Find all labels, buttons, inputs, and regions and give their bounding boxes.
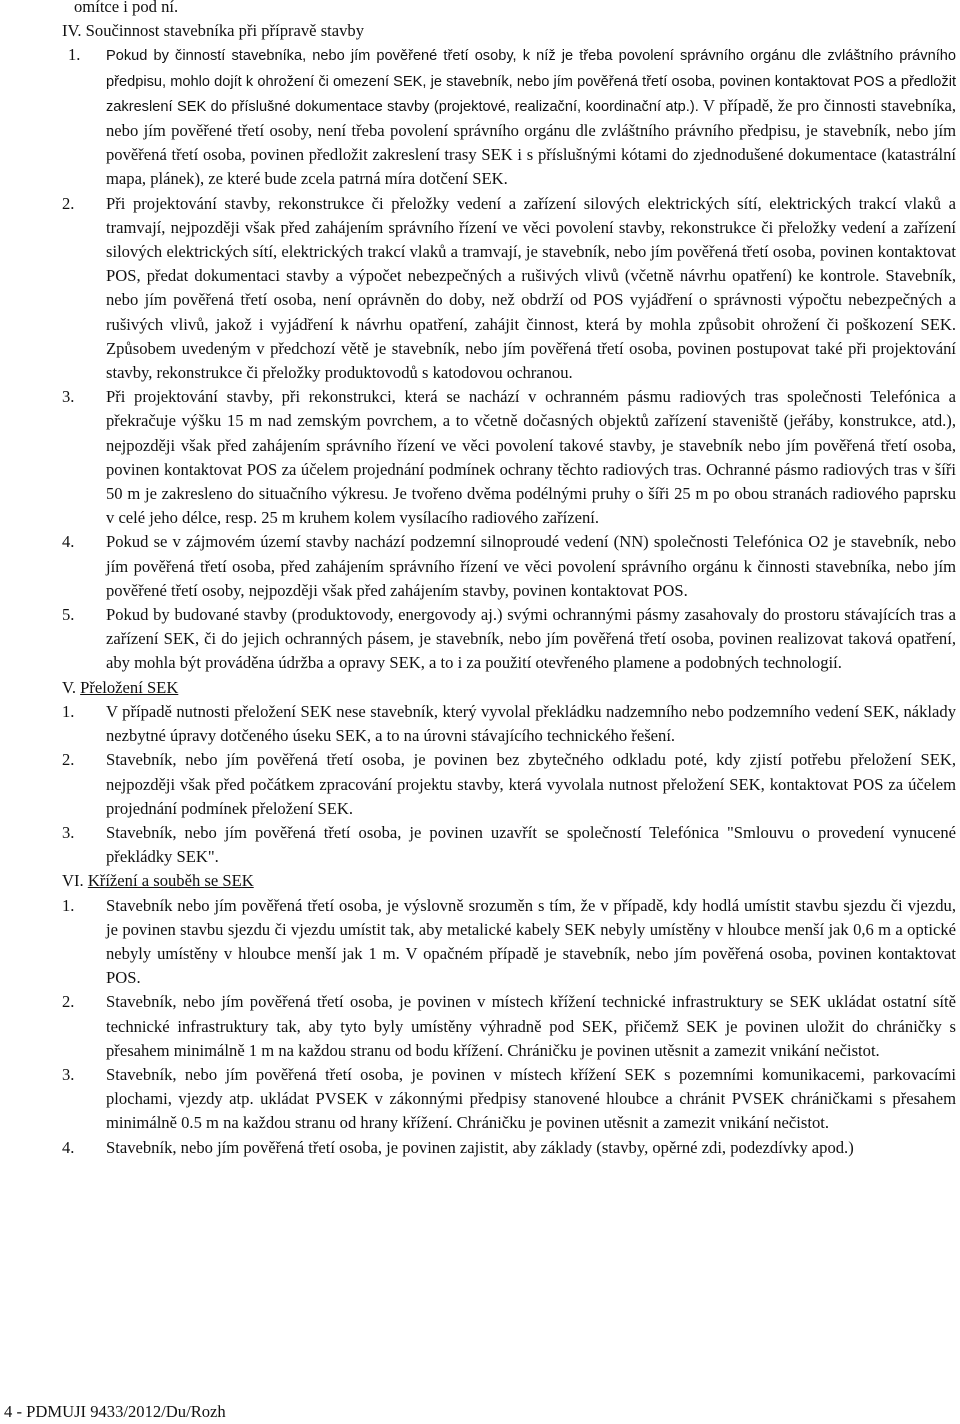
item-text: Při projektování stavby, při rekonstrukci, která se nachází v ochranném pásmu radiových tras společnosti Telefónica a překračuje výšku 15 m nad zemským povrchem, a to včetně dočasných objektů zařízení staveniště (jeřáby, konstrukce, atd.), nejpozději však před zahájením správního řízení ve věci povolení takové stavby, je stavebník nebo jím pověřená třetí osoba, povinen kontaktovat POS za účelem projednání podmínek ochrany těchto radiových tras. Ochranné pásmo radiových tras v šíři 50 m je zakresleno do situačního výkresu. Je tvořeno dvěma podélnými pruhy o šíři 25 m po obou stranách radiového paprsku v celé jeho délce, resp. 25 m kruhem kolem vysílacího radiového zařízení. — [106, 387, 956, 528]
list-item — [62, 700, 956, 748]
list-item — [62, 894, 956, 991]
list-item — [62, 385, 956, 530]
item-text: Stavebník, nebo jím pověřená třetí osoba, je povinen v místech křížení SEK s pozemními komunikacemi, parkovacími plochami, vjezdy atp. ukládat PVSEK v zákonnými předpisy stanovené hloubce a chránit PVSEK chráničkami s přesahem minimálně 0.5 m na každou stranu od hrany křížení. Chráničku je povinen utěsnit a zamezit vnikání nečistot. — [106, 1064, 956, 1133]
section-6-heading: VI. Křížení a souběh se SEK — [62, 871, 254, 891]
item-number: 5. — [62, 605, 75, 625]
item-text: Pokud by budované stavby (produktovody, energovody aj.) svými ochrannými pásmy zasahovaly do prostoru stávajících tras a zařízení SEK, či do jejich ochranných pásem, je stavebník, nebo jím pověřená třetí osoba, povinen realizovat taková opatření, aby mohla být prováděna údržba a opravy SEK, a to i za použití otevřeného plamene a podobných technologií. — [106, 605, 956, 673]
item-text: Stavebník nebo jím pověřená třetí osoba, je výslovně srozuměn s tím, že v případě, kdy hodlá umístit stavbu sjezdu či vjezdu, je povinen stavbu sjezdu či vjezdu umístit tak, aby metalické kabely SEK nebyly umístěny v hloubce menší jak 0,6 m a optické nebyly umístěny v hloubce menší jak 1 m. V opačném případě je stavebník, nebo jím pověřená osoba, povinen kontaktovat POS. — [106, 895, 956, 988]
item-text: Pokud by činností stavebníka, nebo jím pověřené třetí osoby, k níž je třeba povolení správního orgánu dle zvláštního právního předpisu, mohlo dojít k ohrožení či omezení SEK, je stavebník, nebo jím pověřená třetí osoba, povinen kontaktovat POS a předložit zakreslení SEK do příslušné dokumentace stavby (projektové, realizační, koordinační atp.). V případě, že pro činnosti stavebníka, nebo jím pověřené třetí osoby, není třeba povolení správního orgánu dle zvláštního právního předpisu, je stavebník, nebo jím pověřená třetí osoba, povinen předložit zakreslení trasy SEK i s příslušnými kótami do zjednodušené dokumentace (katastrální mapa, plánek), ze které bude zcela patrná míra dotčení SEK. — [106, 48, 957, 189]
section-4-heading: IV. Součinnost stavebníka při přípravě stavby — [62, 21, 365, 41]
item-number: 3. — [62, 1064, 75, 1084]
page-footer: 4 - PDMUJI 9433/2012/Du/Rozh — [4, 1402, 226, 1421]
section-6-list — [62, 894, 956, 1160]
continuation-line: omítce i pod ní. — [74, 0, 179, 16]
item-number: 2. — [62, 992, 75, 1012]
section-5-heading: V. Přeložení SEK — [62, 677, 179, 697]
item-text: Stavebník, nebo jím pověřená třetí osoba, je povinen v místech křížení technické infrastruktury se SEK ukládat ostatní sítě technické infrastruktury tak, aby tyto byly umístěny výhradně pod SEK, přičemž SEK je povinen uložit do chráničky s přesahem minimálně 1 m na každou stranu od bodu křížení. Chráničku je povinen utěsnit a zamezit vnikání nečistot. — [106, 992, 956, 1060]
list-item — [62, 990, 956, 1063]
list-item — [62, 530, 956, 603]
item-text: Stavebník, nebo jím pověřená třetí osoba, je povinen uzavřít se společností Telefónica "Smlouvu o provedení vynucené překládky SEK". — [106, 822, 956, 867]
list-item — [62, 1136, 956, 1160]
item-number: 3. — [62, 387, 75, 407]
item-number: 1. — [62, 895, 75, 915]
section-5-list — [62, 700, 956, 869]
section-5-title: Přeložení SEK — [80, 677, 179, 697]
list-item — [62, 192, 956, 386]
document-page — [62, 0, 956, 1160]
section-6-title: Křížení a souběh se SEK — [87, 871, 254, 891]
item-number: 2. — [62, 750, 75, 770]
list-item — [62, 1063, 956, 1136]
item-text: Pokud se v zájmovém území stavby nachází podzemní silnoproudé vedení (NN) společnosti Telefónica O2 je stavebník, nebo jím pověřená třetí osoba, před zahájením správního řízení ve věci povolení správního orgánu k činnosti stavebníka, nebo jím pověřené třetí osoby, nejpozději však před zahájením stavby, povinen kontaktovat POS. — [106, 532, 956, 600]
item-number: 4. — [62, 1137, 75, 1157]
item-text: Stavebník, nebo jím pověřená třetí osoba, je povinen zajistit, aby základy (stavby, opěrné zdi, podezdívky apod.) — [106, 1137, 854, 1157]
list-item — [62, 748, 956, 821]
list-item — [62, 603, 956, 676]
section-4-list — [62, 43, 956, 675]
item-number: 4. — [62, 532, 75, 552]
item-text: Stavebník, nebo jím pověřená třetí osoba, je povinen bez zbytečného odkladu poté, kdy zjistí potřebu přeložení SEK, nejpozději však před počátkem zpracování projektu stavby, která vyvolala nutnost přeložení SEK, kontaktovat POS za účelem projednání podmínek přeložení SEK. — [106, 750, 956, 818]
list-item — [62, 821, 956, 869]
item-number: 1. — [68, 45, 81, 65]
item-text: Při projektování stavby, rekonstrukce či přeložky vedení a zařízení silových elektrických sítí, elektrických trakcí vlaků a tramvají, nejpozději však před zahájením správního řízení ve věci povolení stavby, rekonstrukce či přeložky vedení a zařízení silových elektrických sítí, elektrických trakcí vlaků a tramvají, je stavebník, nebo jím pověřená třetí osoba, povinen kontaktovat POS, předat dokumentaci stavby a výpočet nebezpečných a rušivých vlivů (včetně návrhu opatření) ke kontrole. Stavebník, nebo jím pověřená třetí osoba, není oprávněn do doby, než obdrží od POS vyjádření o správnosti výpočtu nebezpečných a rušivých vlivů, jakož i vyjádření k návrhu opatření, zahájit činnost, která by mohla způsobit ohrožení či poškození SEK. Způsobem uvedeným v předchozí větě je stavebník, nebo jím pověřená třetí osoba, povinen postupovat také při projektování stavby, rekonstrukce či přeložky produktovodů s katodovou ochranou. — [106, 193, 956, 383]
list-item — [62, 43, 956, 191]
item-number: 3. — [62, 822, 75, 842]
item-number: 1. — [62, 701, 75, 721]
item-number: 2. — [62, 193, 75, 213]
item-text: V případě nutnosti přeložení SEK nese stavebník, který vyvolal překládku nadzemního nebo podzemního vedení SEK, náklady nezbytné úpravy dotčeného úseku SEK, a to na úrovni stávajícího technického řešení. — [106, 701, 956, 746]
